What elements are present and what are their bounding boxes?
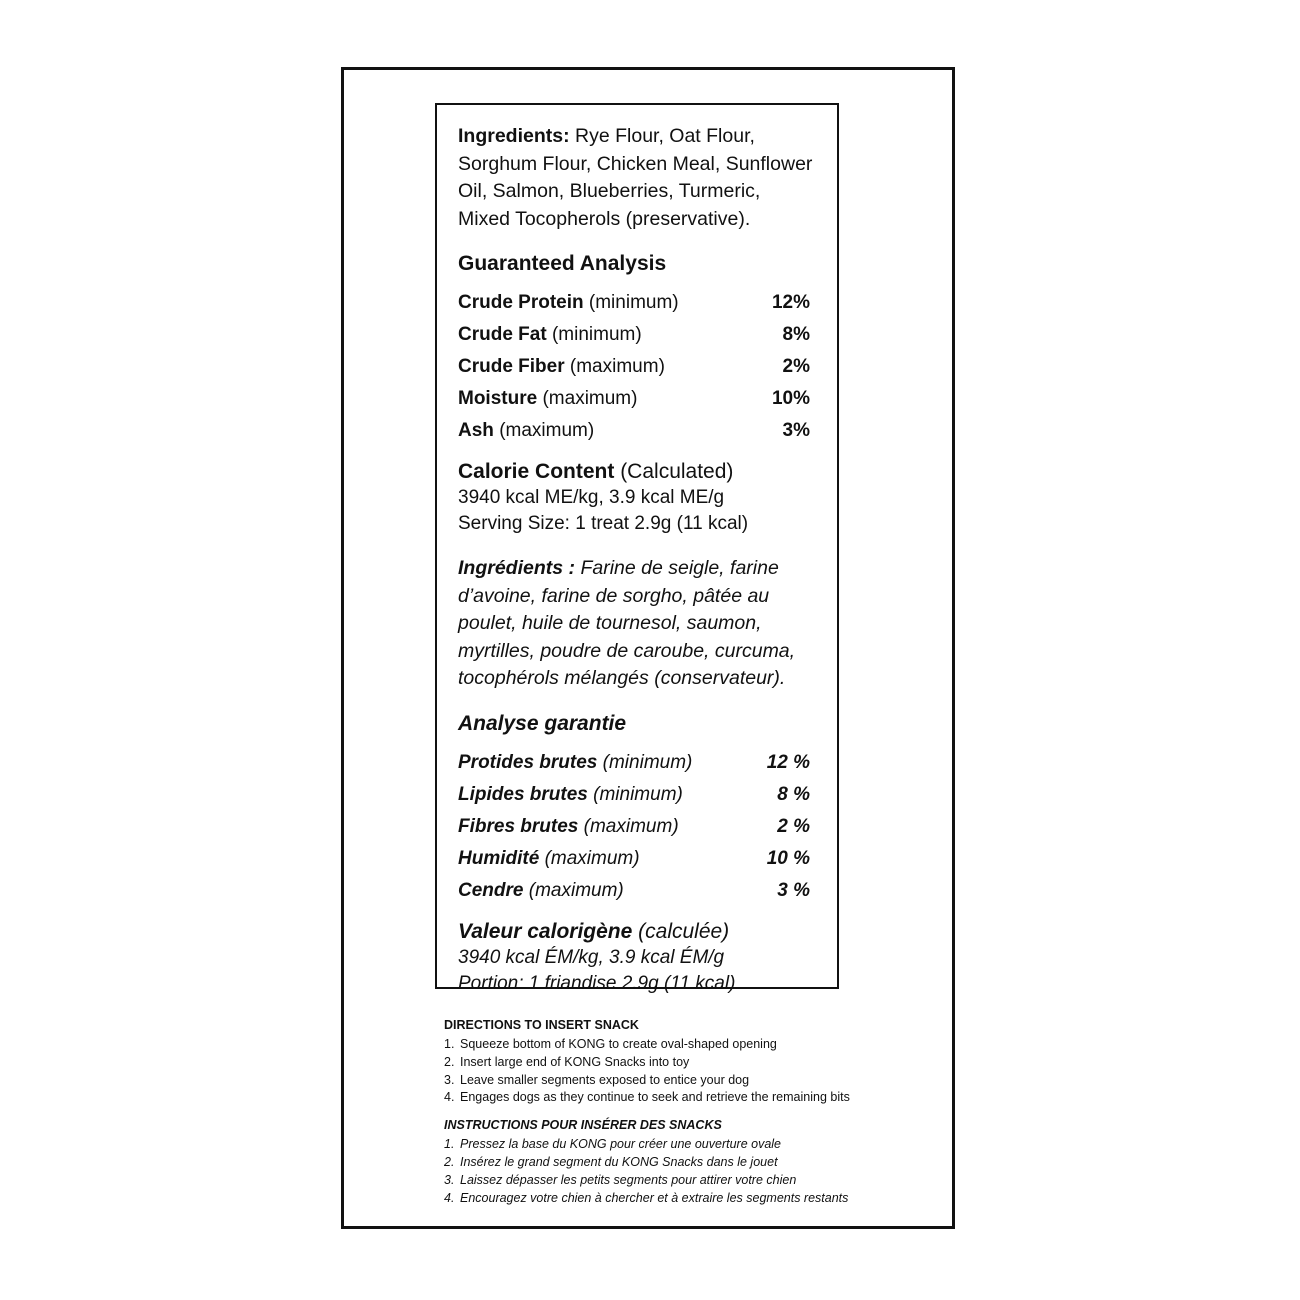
analysis-name-fr: Cendre — [458, 879, 524, 901]
analysis-row — [458, 383, 815, 415]
directions-title: DIRECTIONS TO INSERT SNACK — [444, 1018, 639, 1032]
analysis-qualifier-fr: (maximum) — [544, 847, 640, 869]
directions-text-fr: Insérez le grand segment du KONG Snacks dans le jouet — [460, 1154, 778, 1169]
ingredients-text-fr: Farine de seigle, farine d’avoine, farine de sorgho, pâtée au poulet, huile de tournesol, saumon, myrtilles, poudre de caroube, curcuma, tocophérols mélangés (conservateur). — [458, 557, 796, 689]
ingredients-en — [458, 123, 815, 233]
analysis-title-fr: Analyse garantie — [458, 711, 627, 735]
calorie-qualifier: (Calculated) — [620, 460, 734, 483]
nutrition-panel — [435, 103, 839, 994]
analysis-value-fr: 8 % — [777, 783, 810, 805]
analysis-name: Crude Fiber — [458, 356, 565, 377]
analysis-name-fr: Protides brutes — [458, 751, 598, 773]
directions-block — [444, 1017, 864, 1207]
ingredients-label: Ingredients: — [458, 125, 570, 147]
analysis-table-en — [458, 287, 815, 447]
analysis-qualifier: (minimum) — [588, 292, 679, 313]
analysis-value: 8% — [782, 324, 810, 345]
analysis-value: 3% — [782, 420, 810, 441]
analysis-value-fr: 3 % — [777, 879, 810, 901]
analysis-table-fr — [458, 747, 815, 907]
analysis-qualifier-fr: (minimum) — [602, 751, 693, 773]
analysis-qualifier-fr: (maximum) — [528, 879, 624, 901]
analysis-value-fr: 2 % — [777, 815, 810, 837]
analysis-row-fr — [458, 811, 815, 843]
directions-num-fr: 4. — [444, 1190, 455, 1205]
directions-text: Engages dogs as they continue to seek and retrieve the remaining bits — [460, 1090, 850, 1105]
directions-item-fr — [444, 1154, 864, 1172]
analysis-value: 12% — [771, 292, 810, 313]
analysis-name-fr: Fibres brutes — [458, 815, 579, 837]
serving-size-line-fr: Portion: 1 friandise 2.9g (11 kcal) — [458, 972, 736, 994]
analysis-row — [458, 287, 815, 319]
directions-num-fr: 1. — [444, 1137, 455, 1152]
calorie-heading — [458, 459, 815, 485]
directions-text: Leave smaller segments exposed to entice your dog — [460, 1072, 750, 1087]
directions-num-fr: 3. — [444, 1172, 455, 1187]
analysis-title: Guaranteed Analysis — [458, 252, 667, 275]
directions-item — [444, 1036, 864, 1054]
directions-text-fr: Pressez la base du KONG pour créer une ouverture ovale — [460, 1137, 782, 1152]
directions-text: Insert large end of KONG Snacks into toy — [460, 1054, 690, 1069]
analysis-value: 2% — [782, 356, 810, 377]
directions-num: 4. — [444, 1090, 455, 1105]
directions-fr — [444, 1117, 864, 1207]
analysis-name-fr: Lipides brutes — [458, 783, 588, 805]
directions-text-fr: Encouragez votre chien à chercher et à extraire les segments restants — [460, 1190, 849, 1205]
analysis-name: Crude Protein — [458, 292, 584, 313]
directions-text-fr: Laissez dépasser les petits segments pour attirer votre chien — [460, 1172, 797, 1187]
serving-size-line: Serving Size: 1 treat 2.9g (11 kcal) — [458, 513, 749, 534]
analysis-row-fr — [458, 875, 815, 907]
calorie-heading-fr — [458, 919, 815, 945]
calorie-title: Calorie Content — [458, 460, 615, 483]
analysis-value-fr: 12 % — [766, 751, 810, 773]
analysis-qualifier-fr: (maximum) — [583, 815, 679, 837]
directions-item — [444, 1089, 864, 1107]
directions-item — [444, 1072, 864, 1090]
directions-num-fr: 2. — [444, 1154, 455, 1169]
analysis-name-fr: Humidité — [458, 847, 540, 869]
analysis-row — [458, 351, 815, 383]
analysis-qualifier: (maximum) — [499, 420, 595, 441]
directions-title-fr: INSTRUCTIONS POUR INSÉRER DES SNACKS — [444, 1118, 722, 1133]
calorie-line-fr: 3940 kcal ÉM/kg, 3.9 kcal ÉM/g — [458, 946, 725, 968]
analysis-row-fr — [458, 843, 815, 875]
analysis-row — [458, 415, 815, 447]
directions-item — [444, 1054, 864, 1072]
analysis-row-fr — [458, 779, 815, 811]
analysis-qualifier: (minimum) — [551, 324, 642, 345]
ingredients-text: Rye Flour, Oat Flour, Sorghum Flour, Chicken Meal, Sunflower Oil, Salmon, Blueberries, Turmeric, Mixed Tocopherols (preservative). — [458, 125, 813, 230]
ingredients-fr — [458, 555, 815, 693]
analysis-name: Ash — [458, 420, 494, 441]
directions-item-fr — [444, 1172, 864, 1190]
directions-text: Squeeze bottom of KONG to create oval-shaped opening — [460, 1037, 777, 1051]
calorie-qualifier-fr: (calculée) — [638, 919, 730, 943]
analysis-value: 10% — [771, 388, 810, 409]
analysis-name: Moisture — [458, 388, 538, 409]
ingredients-label-fr: Ingrédients : — [458, 557, 576, 579]
analysis-name: Crude Fat — [458, 324, 547, 345]
analysis-qualifier: (maximum) — [569, 356, 665, 377]
analysis-row-fr — [458, 747, 815, 779]
analysis-row — [458, 319, 815, 351]
directions-num: 3. — [444, 1072, 455, 1087]
analysis-qualifier-fr: (minimum) — [593, 783, 683, 805]
directions-item-fr — [444, 1190, 864, 1208]
directions-num: 1. — [444, 1037, 455, 1051]
calorie-line: 3940 kcal ME/kg, 3.9 kcal ME/g — [458, 487, 725, 508]
directions-item-fr — [444, 1136, 864, 1154]
analysis-qualifier: (maximum) — [542, 388, 638, 409]
calorie-title-fr: Valeur calorigène — [458, 919, 633, 943]
analysis-value-fr: 10 % — [766, 847, 810, 869]
directions-num: 2. — [444, 1054, 455, 1069]
